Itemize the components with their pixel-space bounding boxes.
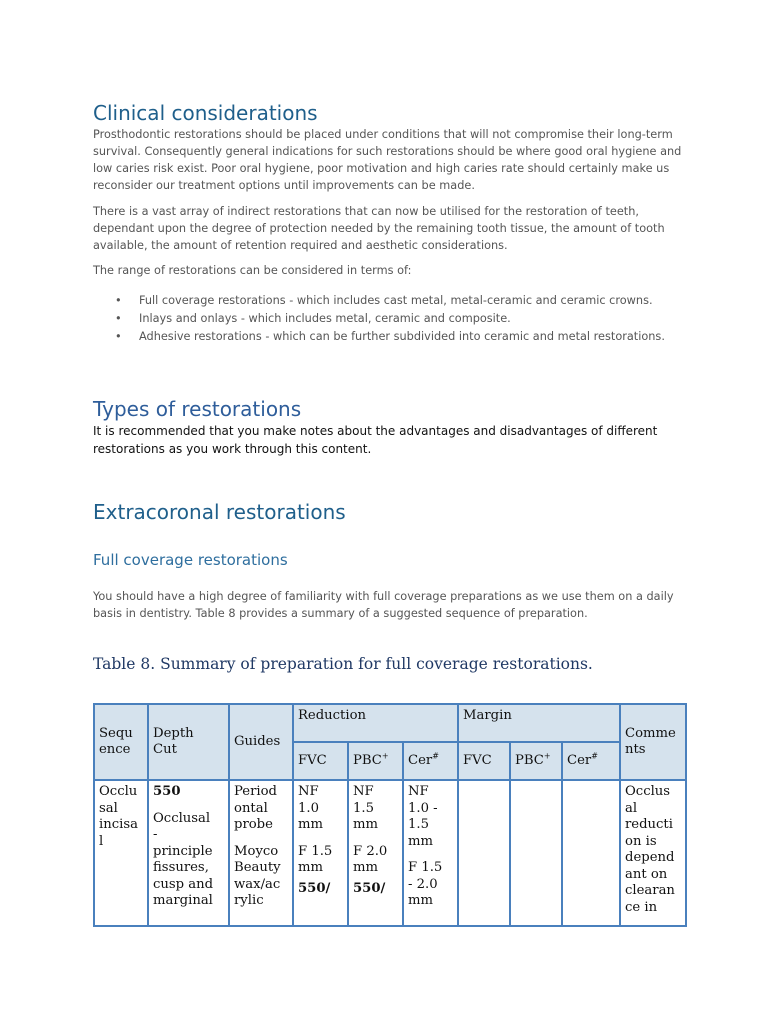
bullet-icon: • [115,330,122,343]
paragraph-clinical-1: Prosthodontic restorations should be placed under conditions that will not compromise their long-term survival. Consequently general indications for such restorations should be where good oral hygiene and low caries risk exist. Poor oral hygiene, poor motivation and high caries rate should certainly make us reconsider our treatment options until improvements can be made. [93,128,682,192]
restoration-range-list [93,292,693,346]
header-depth-cut: Depth Cut [148,704,229,780]
list-item: • Inlays and onlays - which includes metal, ceramic and composite. [93,310,693,328]
header-margin-cer: Cer# [562,742,620,780]
cell-comments: Occlus al reducti on is depend ant on clearan ce in [620,780,686,926]
heading-types-of-restorations: Types of restorations [93,397,302,421]
heading-extracoronal-restorations: Extracoronal restorations [93,500,346,524]
cell-depth-cut: 550 Occlusal - principle fissures, cusp and marginal [148,780,229,926]
header-margin: Margin [458,704,620,742]
cell-reduction-pbc: NF 1.5 mm F 2.0 mm 550/ [348,780,403,926]
header-reduction: Reduction [293,704,458,742]
bullet-icon: • [115,294,122,307]
table-caption: Table 8. Summary of preparation for full coverage restorations. [93,655,593,673]
cell-guides: Period ontal probe Moyco Beauty wax/ac rylic [229,780,293,926]
header-margin-pbc: PBC+ [510,742,562,780]
bullet-icon: • [115,312,122,325]
cell-reduction-fvc: NF 1.0 mm F 1.5 mm 550/ [293,780,348,926]
paragraph-clinical-3: The range of restorations can be considered in terms of: [93,264,412,277]
header-comments: Comme nts [620,704,686,780]
heading-clinical-considerations: Clinical considerations [93,101,318,125]
header-reduction-cer: Cer# [403,742,458,780]
cell-margin-fvc [458,780,510,926]
header-guides: Guides [229,704,293,780]
cell-margin-pbc [510,780,562,926]
paragraph-full-coverage: You should have a high degree of familiarity with full coverage preparations as we use them on a daily basis in dentistry. Table 8 provides a summary of a suggested sequence of preparation. [93,590,674,620]
cell-margin-cer [562,780,620,926]
header-margin-fvc: FVC [458,742,510,780]
list-item: • Full coverage restorations - which includes cast metal, metal-ceramic and ceramic crowns. [93,292,693,310]
paragraph-types: It is recommended that you make notes about the advantages and disadvantages of different restorations as you work through this content. [93,424,658,456]
paragraph-clinical-2: There is a vast array of indirect restorations that can now be utilised for the restoration of teeth, dependant upon the degree of protection needed by the remaining tooth tissue, the amount of tooth available, the amount of retention required and aesthetic considerations. [93,205,665,252]
cell-sequence: Occlu sal incisa l [94,780,148,926]
table-header-row [94,704,686,742]
heading-full-coverage: Full coverage restorations [93,551,288,569]
table-row [94,780,686,926]
header-sequence: Sequ ence [94,704,148,780]
header-reduction-pbc: PBC+ [348,742,403,780]
header-reduction-fvc: FVC [293,742,348,780]
preparation-table [93,703,687,927]
list-item: • Adhesive restorations - which can be further subdivided into ceramic and metal restorations. [93,328,693,346]
cell-reduction-cer: NF 1.0 - 1.5 mm F 1.5 - 2.0 mm [403,780,458,926]
